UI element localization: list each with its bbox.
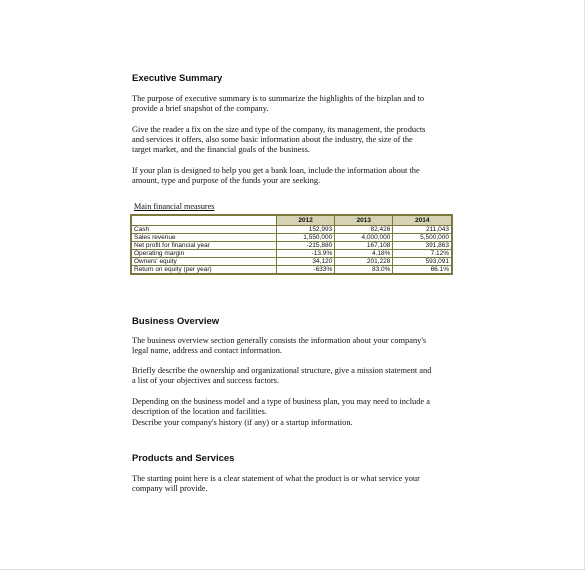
table-row bbox=[131, 234, 452, 242]
heading-business-overview: Business Overview bbox=[132, 316, 220, 327]
cell-value: 83.0% bbox=[335, 266, 393, 275]
paragraph-executive-1: The purpose of executive summary is to summarize the highlights of the bizplan and to provide a brief snapshot of the company. bbox=[132, 94, 425, 113]
paragraph-business-2: Briefly describe the ownership and organizational structure, give a mission statement and a list of your objectives and success factors. bbox=[132, 366, 432, 385]
heading-products-services: Products and Services bbox=[132, 453, 235, 464]
cell-value: 201,228 bbox=[335, 258, 393, 266]
row-label: Return on equity (per year) bbox=[131, 266, 277, 275]
row-label: Operating margin bbox=[131, 250, 277, 258]
row-label: Net profit for financial year bbox=[131, 242, 277, 250]
paragraph-products-1: The starting point here is a clear statement of what the product is or what service your company will provide. bbox=[132, 474, 420, 493]
row-label: Cash bbox=[131, 226, 277, 234]
header-year: 2013 bbox=[335, 215, 393, 226]
cell-value: 1,550,000 bbox=[277, 234, 335, 242]
cell-value: -633% bbox=[277, 266, 335, 275]
cell-value: 82,426 bbox=[335, 226, 393, 234]
table-header-row bbox=[131, 215, 452, 226]
table-row bbox=[131, 250, 452, 258]
table-row bbox=[131, 266, 452, 275]
cell-value: 152,993 bbox=[277, 226, 335, 234]
heading-executive-summary: Executive Summary bbox=[132, 73, 223, 84]
table-row bbox=[131, 226, 452, 234]
cell-value: 7.12% bbox=[393, 250, 452, 258]
cell-value: 391,863 bbox=[393, 242, 452, 250]
header-year: 2012 bbox=[277, 215, 335, 226]
table-caption: Main financial measures bbox=[134, 202, 215, 211]
cell-value: 4.18% bbox=[335, 250, 393, 258]
paragraph-business-4: Describe your company's history (if any) or a startup information. bbox=[132, 418, 353, 427]
cell-value: 66.1% bbox=[393, 266, 452, 275]
cell-value: 593,091 bbox=[393, 258, 452, 266]
paragraph-business-1: The business overview section generally consists the information about your company's legal name, address and contact information. bbox=[132, 336, 427, 355]
row-label: Owners' equity bbox=[131, 258, 277, 266]
table-row bbox=[131, 242, 452, 250]
financial-measures-table bbox=[130, 214, 453, 275]
header-year: 2014 bbox=[393, 215, 452, 226]
cell-value: -215,880 bbox=[277, 242, 335, 250]
paragraph-business-3: Depending on the business model and a type of business plan, you may need to include a description of the location and facilities. bbox=[132, 397, 430, 416]
cell-value: -13.9% bbox=[277, 250, 335, 258]
cell-value: 4,000,000 bbox=[335, 234, 393, 242]
header-blank-cell bbox=[131, 215, 277, 226]
cell-value: 5,500,000 bbox=[393, 234, 452, 242]
table-row bbox=[131, 258, 452, 266]
row-label: Sales revenue bbox=[131, 234, 277, 242]
paragraph-executive-3: If your plan is designed to help you get a bank loan, include the information about the amount, type and purpose of the funds your are seeking. bbox=[132, 166, 420, 185]
cell-value: 211,043 bbox=[393, 226, 452, 234]
cell-value: 167,108 bbox=[335, 242, 393, 250]
paragraph-executive-2: Give the reader a fix on the size and type of the company, its management, the products and services it offers, also some basic information about the industry, the size of the target market, and the financial goals of the business. bbox=[132, 125, 426, 154]
cell-value: 34,120 bbox=[277, 258, 335, 266]
